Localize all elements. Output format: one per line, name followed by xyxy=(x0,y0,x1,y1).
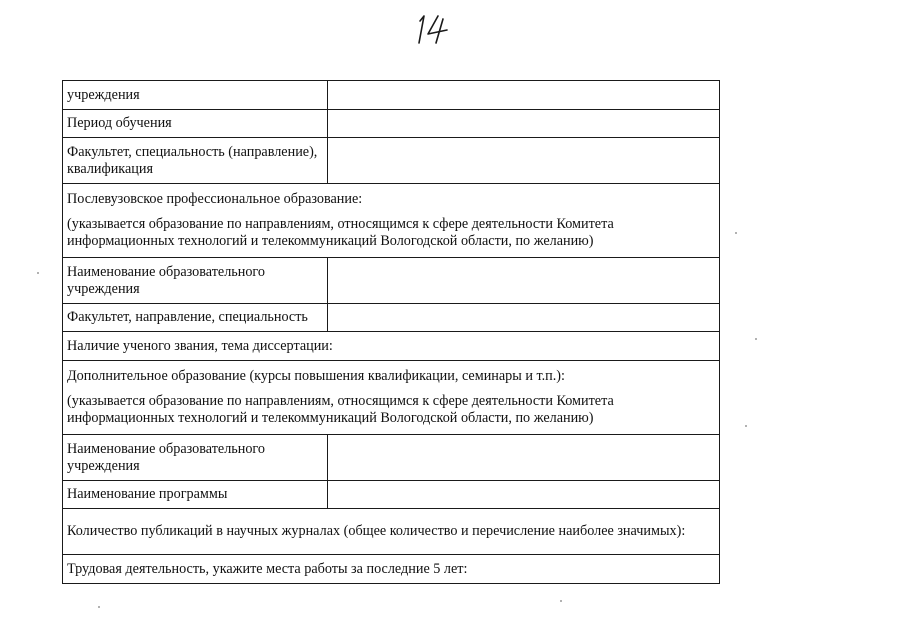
table-row xyxy=(63,258,720,304)
table-row xyxy=(63,332,720,361)
education-form-table xyxy=(62,80,720,584)
table-row xyxy=(63,184,720,258)
program-name-label: Наименование программы xyxy=(63,481,328,509)
table-row xyxy=(63,555,720,584)
postgrad-institution-value-field[interactable] xyxy=(328,258,720,304)
postgrad-section-note: (указывается образование по направлениям, относящимся к сфере деятельности Комитета информационных технологий и телекоммуникаций Вологодской области, по желанию) xyxy=(67,216,614,249)
handwritten-page-number xyxy=(414,10,454,46)
study-period-label: Период обучения xyxy=(63,110,328,138)
table-row xyxy=(63,509,720,555)
postgrad-faculty-value-field[interactable] xyxy=(328,304,720,332)
faculty-specialty-value-field[interactable] xyxy=(328,138,720,184)
additional-education-cell[interactable] xyxy=(63,361,720,435)
handwritten-digits xyxy=(414,10,454,46)
publications-cell[interactable]: Количество публикаций в научных журналах (общее количество и перечисление наиболее значимых): xyxy=(63,509,720,555)
scan-speck xyxy=(735,232,737,234)
work-history-cell[interactable]: Трудовая деятельность, укажите места работы за последние 5 лет: xyxy=(63,555,720,584)
program-name-value-field[interactable] xyxy=(328,481,720,509)
scan-speck xyxy=(745,425,747,427)
academic-title-cell[interactable]: Наличие ученого звания, тема диссертации: xyxy=(63,332,720,361)
postgrad-section-cell[interactable] xyxy=(63,184,720,258)
table-row xyxy=(63,435,720,481)
scan-speck xyxy=(98,606,100,608)
additional-education-title: Дополнительное образование (курсы повышения квалификации, семинары и т.п.): xyxy=(67,368,565,384)
table-row xyxy=(63,110,720,138)
additional-institution-label: Наименование образовательного учреждения xyxy=(63,435,328,481)
table-row xyxy=(63,81,720,110)
table-row xyxy=(63,138,720,184)
institution-value-field[interactable] xyxy=(328,81,720,110)
table-row xyxy=(63,361,720,435)
additional-institution-value-field[interactable] xyxy=(328,435,720,481)
faculty-specialty-label: Факультет, специальность (направление), квалификация xyxy=(63,138,328,184)
postgrad-institution-label: Наименование образовательного учреждения xyxy=(63,258,328,304)
postgrad-faculty-label: Факультет, направление, специальность xyxy=(63,304,328,332)
scan-speck xyxy=(37,272,39,274)
scan-speck xyxy=(560,600,562,602)
table-row xyxy=(63,481,720,509)
institution-label-cell: учреждения xyxy=(63,81,328,110)
study-period-value-field[interactable] xyxy=(328,110,720,138)
postgrad-section-title: Послевузовское профессиональное образование: xyxy=(67,191,363,207)
scan-speck xyxy=(755,338,757,340)
table-row xyxy=(63,304,720,332)
additional-education-note: (указывается образование по направлениям, относящимся к сфере деятельности Комитета информационных технологий и телекоммуникаций Вологодской области, по желанию) xyxy=(67,393,614,426)
